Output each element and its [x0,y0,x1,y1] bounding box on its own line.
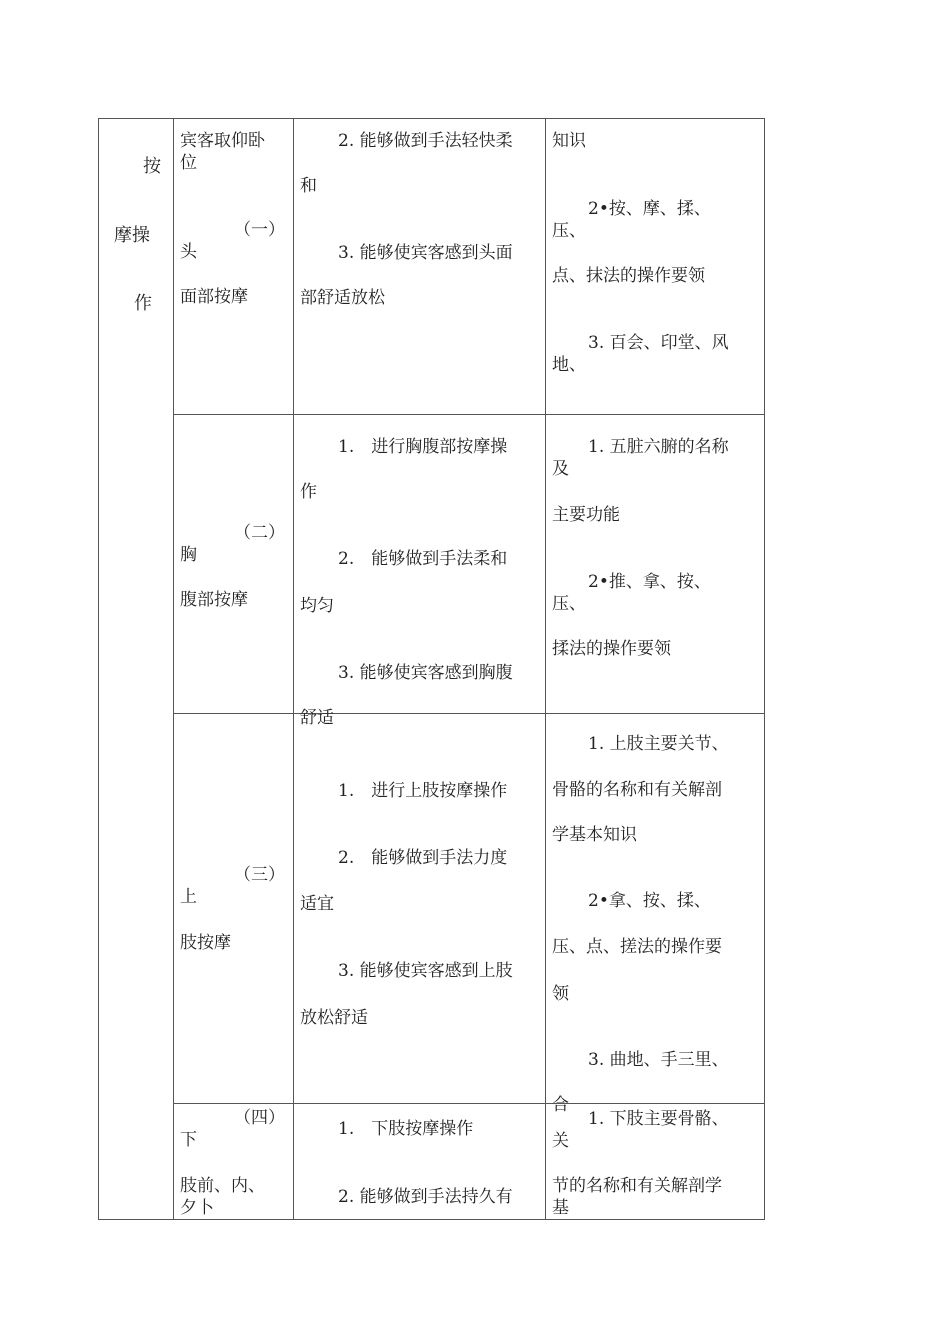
knowledge-line: 3. 曲地、手三里、 [588,1050,729,1070]
item-line: （三） [234,865,285,885]
skills-line: 和 [300,176,317,196]
skills-line: 均匀 [300,596,334,616]
item-line: 肢按摩 [180,933,231,953]
knowledge-line: 领 [552,984,569,1004]
skills-cell [294,415,545,728]
skills-line: 2. 能够做到手法力度 [338,848,508,868]
item-line: 头 [180,242,197,262]
item-line: 上 [180,887,197,907]
knowledge-line: 2•拿、按、揉、 [588,891,711,911]
item-line: （一） [234,220,285,240]
skills-line: 适宜 [300,894,334,914]
knowledge-line: 知识 [552,131,586,151]
item-line: （四） [234,1108,285,1128]
knowledge-line: 关 [552,1131,569,1151]
item-line: （二） [234,523,285,543]
section-label-line: 作 [134,293,152,314]
skills-line: 2. 能够做到手法持久有 [338,1187,513,1207]
skills-line: 2. 能够做到手法轻快柔 [338,131,513,151]
knowledge-line: 压、 [552,594,586,614]
knowledge-cell [546,714,764,1115]
item-cell [174,1104,293,1219]
skills-cell [294,714,545,1103]
knowledge-line: 1. 下肢主要骨骼、 [588,1109,729,1129]
knowledge-line: 骨骼的名称和有关解剖 [552,780,722,800]
knowledge-line: 点、抹法的操作要领 [552,266,705,286]
knowledge-line: 揉法的操作要领 [552,639,671,659]
item-line: 下 [180,1130,197,1150]
item-cell [174,714,293,1103]
knowledge-cell [546,1104,764,1219]
skills-line: 舒适 [300,708,334,728]
knowledge-line: 节的名称和有关解剖学 [552,1176,722,1196]
skills-line: 3. 能够使宾客感到胸腹 [338,663,513,683]
item-line: 胸 [180,545,197,565]
skills-line: 作 [300,482,317,502]
section-label-line: 按 [143,156,161,177]
skills-line: 3. 能够使宾客感到头面 [338,243,513,263]
table-border-left [98,118,99,1220]
knowledge-line: 1. 五脏六腑的名称 [588,437,729,457]
skills-line: 部舒适放松 [300,288,385,308]
knowledge-line: 3. 百会、印堂、风 [588,333,729,353]
item-line: 腹部按摩 [180,590,248,610]
knowledge-line: 及 [552,459,569,479]
knowledge-line: 主要功能 [552,505,620,525]
skills-cell [294,119,545,414]
item-line: 夕卜 [180,1198,214,1218]
knowledge-line: 压、 [552,221,586,241]
table-border-bottom [98,1219,765,1220]
skills-cell [294,1104,545,1219]
skills-line: 放松舒适 [300,1008,368,1028]
table-border-right [764,118,765,1220]
skills-line: 1. 进行上肢按摩操作 [338,781,508,801]
skills-line: 3. 能够使宾客感到上肢 [338,961,513,981]
knowledge-line: 学基本知识 [552,825,637,845]
item-line: 肢前、内、 [180,1176,265,1196]
skills-line: 2. 能够做到手法柔和 [338,549,508,569]
item-line: 面部按摩 [180,287,248,307]
skills-line: 1. 下肢按摩操作 [338,1119,474,1139]
skills-line: 1. 进行胸腹部按摩操 [338,437,508,457]
knowledge-cell [546,119,764,414]
knowledge-line: 地、 [552,355,586,375]
knowledge-line: 1. 上肢主要关节、 [588,734,729,754]
knowledge-line: 基 [552,1198,569,1218]
item-line: 宾客取仰卧 [180,131,265,151]
section-label-line: 摩操 [114,225,150,246]
knowledge-line: 2•按、摩、揉、 [588,199,711,219]
knowledge-cell [546,415,764,713]
knowledge-line: 合 [552,1095,569,1115]
knowledge-line: 2•推、拿、按、 [588,572,711,592]
item-cell [174,415,293,713]
item-cell [174,119,293,414]
item-line: 位 [180,153,197,173]
knowledge-line: 压、点、搓法的操作要 [552,937,722,957]
